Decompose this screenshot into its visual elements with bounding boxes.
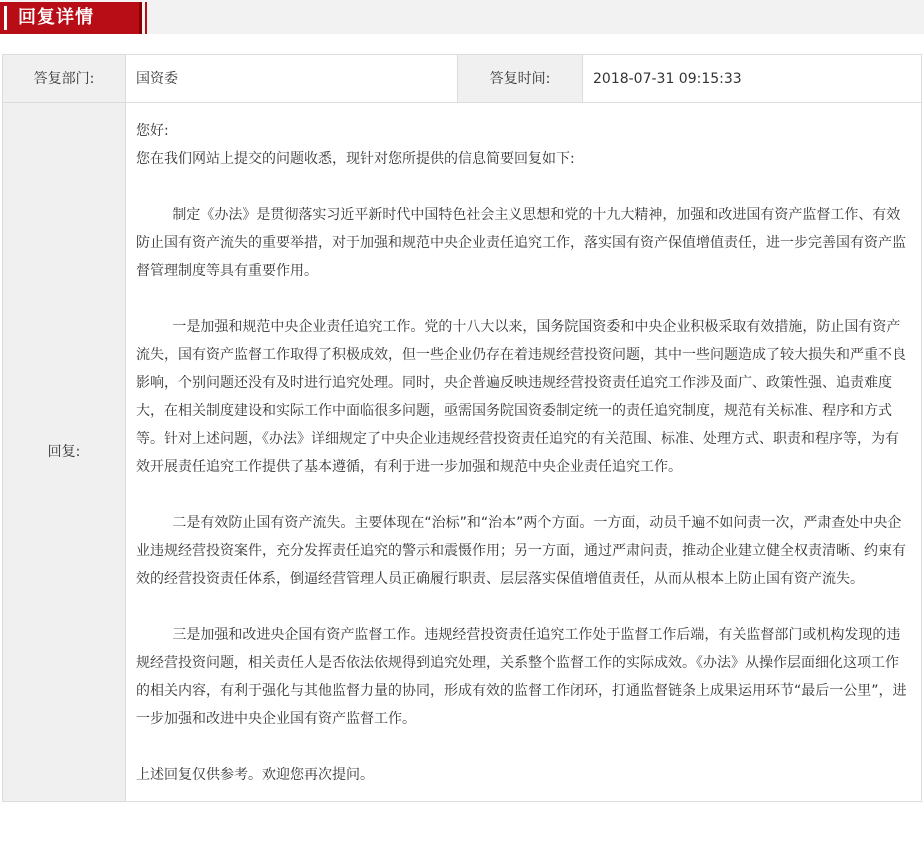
paragraph-gap <box>136 173 911 201</box>
title-accent-line <box>145 2 147 34</box>
reply-detail-table <box>2 54 922 802</box>
department-value: 国资委 <box>126 55 458 103</box>
reply-paragraph: 三是加强和改进央企国有资产监督工作。违规经营投资责任追究工作处于监督工作后端，有关监督部门或机构发现的违规经营投资问题，相关责任人是否依法依规得到追究处理，关系整个监督工作的实际成效。《办法》从操作层面细化这项工作的相关内容，有利于强化与其他监督力量的协同，形成有效的监督工作闭环，打通监督链条上成果运用环节“最后一公里”，进一步加强和改进中央企业国有资产监督工作。 <box>136 627 907 727</box>
reply-content <box>126 103 922 802</box>
section-title-tab <box>0 2 142 34</box>
page-title: 回复详情 <box>18 7 94 28</box>
reply-intro: 您在我们网站上提交的问题收悉，现针对您所提供的信息简要回复如下: <box>136 151 575 167</box>
reply-closing: 上述回复仅供参考。欢迎您再次提问。 <box>136 767 374 783</box>
reply-paragraph: 一是加强和规范中央企业责任追究工作。党的十八大以来，国务院国资委和中央企业积极采取有效措施，防止国有资产流失，国有资产监督工作取得了积极成效，但一些企业仍存在着违规经营投资问题，其中一些问题造成了较大损失和严重不良影响，个别问题还没有及时进行追究处理。同时，央企普遍反映违规经营投资责任追究工作涉及面广、政策性强、追责难度大，在相关制度建设和实际工作中面临很多问题，亟需国务院国资委制定统一的责任追究制度，规范有关标准、程序和方式等。针对上述问题，《办法》详细规定了中央企业违规经营投资责任追究的有关范围、标准、处理方式、职责和程序等，为有效开展责任追究工作提供了基本遵循，有利于进一步加强和规范中央企业责任追究工作。 <box>136 319 906 475</box>
department-label: 答复部门: <box>3 55 126 103</box>
meta-row <box>3 55 922 103</box>
reply-time-label: 答复时间: <box>458 55 583 103</box>
paragraph-gap <box>136 285 911 313</box>
title-accent-mark <box>4 6 7 30</box>
reply-time-value: 2018-07-31 09:15:33 <box>583 55 922 103</box>
paragraph-gap <box>136 733 911 761</box>
section-header-bar <box>0 0 924 34</box>
reply-paragraph: 二是有效防止国有资产流失。主要体现在“治标”和“治本”两个方面。一方面，动员千遍不如问责一次，严肃查处中央企业违规经营投资案件，充分发挥责任追究的警示和震慑作用；另一方面，通过严肃问责，推动企业建立健全权责清晰、约束有效的经营投资责任体系，倒逼经营管理人员正确履行职责、层层落实保值增值责任，从而从根本上防止国有资产流失。 <box>136 515 906 587</box>
reply-row <box>3 103 922 802</box>
reply-label: 回复: <box>3 103 126 802</box>
reply-greeting: 您好: <box>136 123 169 139</box>
reply-paragraph: 制定《办法》是贯彻落实习近平新时代中国特色社会主义思想和党的十九大精神，加强和改进国有资产监督工作、有效防止国有资产流失的重要举措，对于加强和规范中央企业责任追究工作，落实国有资产保值增值责任，进一步完善国有资产监督管理制度等具有重要作用。 <box>136 207 906 279</box>
paragraph-gap <box>136 593 911 621</box>
paragraph-gap <box>136 481 911 509</box>
